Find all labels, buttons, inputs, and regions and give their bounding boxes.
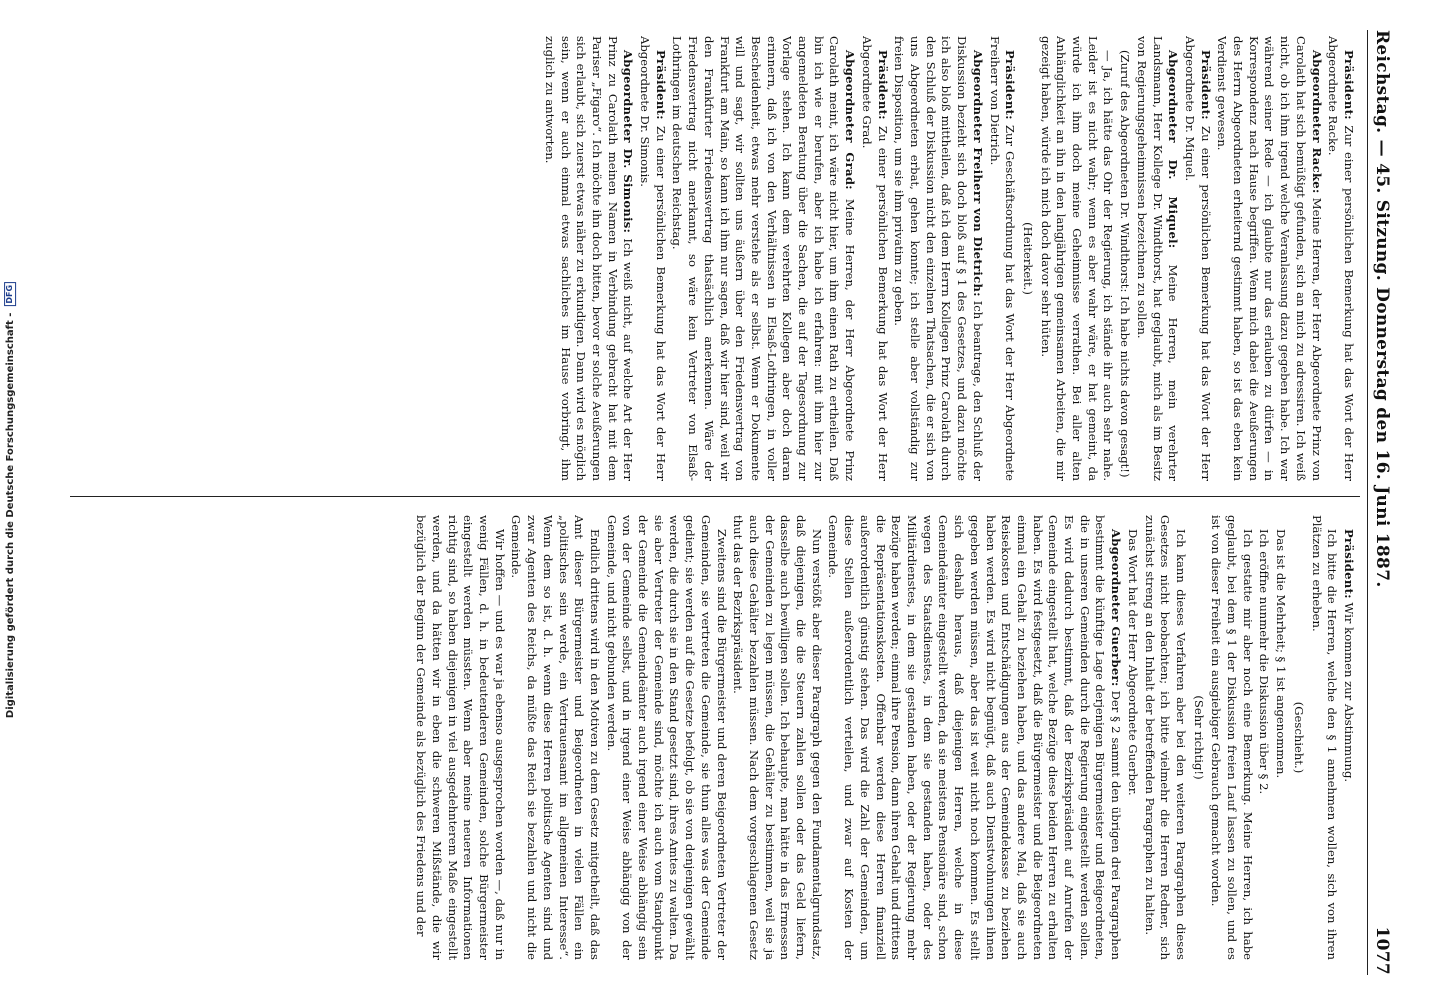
paragraph-text: Nun verstößt aber dieser Paragraph gegen den Fundamentalgrundsatz, daß diejenigen, die die Steuern zahlen sollen oder das Geld liefern, dasselbe auch bewilligen sollen. Ich behaupte, man hätte in das Ermessen der Gemeinden zu legen müssen, die Gehälter zu bestimmen, weil sie ja auch diese Gehälter bezahlen müssen. Nach dem vorgeschlagenen Gesetz thut das der Bezirkspräsident.	[731, 515, 824, 960]
paragraph	[730, 515, 824, 960]
speaker-name: Abgeordneter Dr. Simonis:	[621, 50, 636, 234]
paragraph	[891, 36, 985, 481]
paragraph-text: Zu einer persönlichen Bemerkung hat das Wort der Herr Abgeordnete Dr. Miquel.	[1182, 36, 1213, 481]
paragraph-text: (Geschieht.)	[1291, 701, 1306, 774]
paragraph-text: Das ist die Mehrheit; § 1 ist angenommen.	[1274, 529, 1289, 779]
paragraph	[1019, 36, 1035, 481]
paragraph	[603, 515, 729, 960]
speaker-name: Präsident:	[1003, 50, 1018, 120]
paragraph	[1133, 36, 1180, 481]
paragraph-text: (Sehr richtig!)	[1191, 695, 1206, 780]
paragraph	[1214, 36, 1324, 481]
speaker-name: Präsident:	[1342, 50, 1356, 120]
paragraph-text: (Zuruf des Abgeordneten Dr. Windthorst: Ich habe nichts davon gesagt!)	[1118, 50, 1133, 478]
paragraph	[1141, 515, 1188, 960]
speaker-name: Präsident:	[1342, 529, 1356, 599]
paragraph-text: Wir hoffen — und es war ja ebenso ausgesprochen worden —, daß nur in wenig Fällen, d. h. in bedeutenderen Gemeinden, solche Bürgermeister eingestellt werden müssten. Wenn aber meine neueren Informationen richtig sind, so haben diejenigen in viel ausgedehnterem Maße eingestellt werden, und da hätten wir in eben die schweren Mißstände, die wir bezüglich der Beginn der Gemeinde als bezüglich des Friedens und der	[414, 515, 507, 960]
speaker-name: Abgeordneter Freiherr von Dietrich:	[970, 50, 985, 297]
digitization-credit	[0, 0, 20, 1000]
paragraph	[1272, 515, 1288, 960]
paragraph-text: Meine Herren, mein verehrter Landsmann, Herr Kollege Dr. Windthorst, hat geglaubt, mich als im Besitz von Regierungsgeheimnissen bezeichnen zu sollen.	[1134, 36, 1181, 481]
paragraph	[1208, 515, 1255, 960]
dfg-logo-icon: DFG	[4, 282, 16, 307]
paragraph-text: Meine Herren, der Herr Abgeordnete Prinz von Carolath hat sich bemüßigt gefunden, sich an mich zu adressiren. Ich weiß nicht, ob ich ihm irgend welche Veranlassung dazu gegeben habe. Ich war während seiner Rede — ich glaubte nur das erlauben zu dürfen — in Korrespondenz nach Hause begriffen. Wenn mich dabei die Aeußerungen des Herrn Abgeordneten erheiternd gestimmt haben, so ist das eben kein Verdienst gewesen.	[1215, 36, 1324, 481]
speaker-name: Präsident:	[653, 50, 668, 120]
paragraph	[1116, 36, 1132, 481]
paragraph	[1124, 515, 1140, 960]
paragraph	[541, 36, 635, 481]
paragraph	[508, 515, 602, 960]
page-header	[1367, 30, 1398, 975]
left-column	[80, 36, 1356, 481]
paragraph	[413, 515, 507, 960]
speaker-name: Präsident:	[1198, 50, 1213, 120]
paragraph	[1037, 36, 1116, 481]
paragraph-text: Das Wort hat der Herr Abgeordnete Guerber.	[1125, 529, 1140, 796]
paragraph	[1325, 36, 1356, 481]
paragraph	[1181, 36, 1212, 481]
paragraph	[1308, 515, 1339, 960]
paragraph	[1256, 515, 1272, 960]
paragraph-text: Meine Herren, der Herr Abgeordnete Prinz Carolath meint, ich wäre nicht hier, um ihm einen Rath zu ertheilen. Daß bin ich wie er berufen, aber ich habe ich erfahren: mit ihm hier zur angemeldeten Beratung über die Sachen, die auf der Tagesordnung zur Vorlage stehen. Ich kann dem verehrten Kollegen aber doch daran erinnern, daß ich von den Verhältnissen in Elsaß-Lothringen, in voller Bescheidenheit, etwas mehr verstehe als er selbst. Wenn er Dokumente will und sagt, wir sollten uns äußern über den Friedensvertrag von Frankfurt am Main, so kann ich ihm nur sagen, daß wir hier sind, weil wir den Frankfurter Friedensvertrag thatsächlich anerkennen. Wäre der Friedensvertrag nicht anerkannt, so wäre kein Vertreter von Elsaß-Lothringen im deutschen Reichstag.	[670, 36, 858, 481]
speaker-name: Präsident:	[875, 50, 890, 120]
paragraph-text: Zu einer persönlichen Bemerkung hat das Wort der Herr Abgeordnete Dr. Simonis.	[638, 36, 668, 481]
paragraph-text: Ich beantrage, den Schluß der Diskussion bezieht sich doch bloß auf § 1 des Gesetzes, und dazu möchte ich also bloß mittheilen, daß ich dem Herrn Kollegen Prinz Carolath durch den Schluß der Diskussion nicht den einzelnen Thatsachen, die er sich von uns Abgeordneten erbat, gehen konnte; ich stelle aber vollständig zur freien Disposition, um sie ihm privatim zu geben.	[892, 36, 985, 481]
paragraph-text: Ich kann dieses Verfahren aber bei den weiteren Paragraphen dieses Gesetzes nicht beobachten; ich bitte vielmehr die Herren Redner, sich zunächst streng an den Inhalt der betreffenden Paragraphen zu halten.	[1142, 515, 1188, 960]
document-page	[70, 30, 1410, 975]
paragraph	[636, 36, 667, 481]
speaker-name: Abgeordneter Dr. Miquel:	[1166, 50, 1181, 249]
paragraph	[858, 36, 889, 481]
paragraph-text: Ich weiß nicht, auf welche Art der Herr Prinz zu Carolath meinen Namen in Verbindung gebracht hat mit dem Pariser „Figaro“. Ich möchte ihn doch bitten, bevor er solche Aeußerungen sich erlaubt, sich zuerst etwas näher zu erkundigen. Dann wird es möglich sein, wenn er auch einmal etwas sachliches im Hause vorbringt, ihm zuglich zu antworten.	[542, 36, 636, 481]
right-column	[80, 515, 1356, 960]
paragraph	[669, 36, 857, 481]
rotated-page-content	[70, 30, 1410, 975]
speaker-name: Abgeordneter Racke:	[1309, 50, 1324, 194]
credit-text: Digitalisierung gefördert durch die Deutsche Forschungsgemeinschaft -	[4, 312, 16, 719]
paragraph-text: Zur Geschäftsordnung hat das Wort der Herr Abgeordnete Freiherr von Dietrich.	[987, 36, 1018, 481]
paragraph	[1190, 515, 1206, 960]
paragraph-text: Ich bitte die Herren, welche den § 1 annehmen wollen, sich von ihren Plätzen zu erheben.	[1309, 515, 1340, 960]
page-number: 1077	[1372, 926, 1392, 975]
paragraph-text: Zur einer persönlichen Bemerkung hat das Wort der Herr Abgeordnete Racke.	[1326, 36, 1356, 481]
paragraph	[1340, 515, 1356, 960]
paragraph	[825, 515, 1123, 960]
speaker-name: Abgeordneter Guerber:	[1109, 529, 1124, 687]
paragraph-text: Der § 2 sammt den übrigen drei Paragraphen bestimmt die künftige Lage derjenigen Bürgermeister und Beigeordneten, die in unseren Gemeinden durch die Regierung eingestellt werden sollen. Es wird dadurch bestimmt, daß der Bezirkspräsident auf Anrufen der Gemeinde eingestellt hat, welche Bezüge diese beiden Herren zu erhalten haben. Es wird festgesetzt, daß die Bürgermeister und die Beigeordneten einmal ein Gehalt zu beziehen haben, und das andere Mal, daß sie auch Reisekosten und Entschädigungen aus der Gemeindekasse zu beziehen haben werden. Es wird nicht begnügt, daß auch Dienstwohnungen ihnen gegeben werden müssen, aber das ist weit nicht noch kommen. Es stellt sich deshalb heraus, daß diejenigen Herren, welche in diese Gemeindeämter eingestellt werden, da sie meistens Pensionäre sind, schon wegen des Staatsdienstes, in dem sie gestanden haben, oder des Militärdienstes, in dem sie gestanden haben, oder der Regierung mehr Bezüge haben werden; einmal ihre Pension, dann ihren Gehalt und drittens die Repräsentationskosten. Offenbar werden diese Herren finanziell außerordentlich günstig stehen. Das wird die Zahl der Gemeinden, um diese Stellen außerordentlich verteilen, und zwar auf Kosten der Gemeinde.	[826, 515, 1124, 960]
paragraph-text: — Ja, ich hätte das Ohr der Regierung, ich stände ihr auch sehr nahe. Leider ist es nicht wahr; wenn es aber wahr wäre, er hat gemeint, da würde ich ihm doch meine Geheimnisse verrathen. Bei aller alten Anhänglichkeit an ihn in den langjährigen gemeinsamen Arbeiten, die mir gezeigt haben, würde ich mich doch davor sehr hüten.	[1038, 36, 1116, 481]
paragraph-text: Zu einer persönlichen Bemerkung hat das Wort der Herr Abgeordnete Grad.	[859, 36, 890, 481]
paragraph-text: (Heiterkeit.)	[1020, 222, 1035, 295]
paragraph-text: Ich gestatte mir aber noch eine Bemerkung. Meine Herren, ich habe geglaubt, bei dem § 1 der Diskussion freien Lauf lassen zu sollen, und es ist von dieser Freiheit ein ausgiebiger Gebrauch gemacht worden.	[1209, 515, 1255, 960]
paragraph-text: Ich eröffne nunmehr die Diskussion über § 2.	[1257, 529, 1272, 795]
column-divider	[70, 496, 1360, 497]
paragraph-text: Zweitens sind die Bürgermeister und deren Beigeordneten Vertreter der Gemeinden, sie vertreten die Gemeinde, sie thun alles was der Gemeinde gedient; sie werden auf die Gesetze befolgt, ob sie von denjenigen gewählt werden, die durch sie in den Stand gesetzt sind, ihres Amtes zu walten. Da sie aber Vertreter der Gemeinde sind, möchte ich auch vom Standpunkt der Gemeinde die Gemeindeämter auch irgend einer Weise abhängig sein von der Gemeinde selbst, und in irgend einer Weise abhängig von der Gemeinde, und nicht gebunden werden.	[604, 515, 729, 960]
paragraph-text: Endlich drittens wird in den Motiven zu dem Gesetz mitgetheilt, daß das Amt dieser Bürgermeister und Beigeordneten in vielen Fällen ein „politisches sein werde, ein Vertrauensamt im allgemeinen Interesse“. Wenn dem so ist, d. h. wenn diese Herren politische Agenten sind und zwar Agenten des Reichs, da müßte das Reich sie bezahlen und nicht die Gemeinde.	[509, 515, 602, 960]
running-head: Reichstag. — 45. Sitzung. Donnerstag den 16. Juni 1887.	[1372, 30, 1392, 588]
speaker-name: Abgeordneter Grad:	[843, 50, 858, 190]
paragraph	[1290, 515, 1306, 960]
paragraph-text: Wir kommen zur Abstimmung.	[1342, 602, 1356, 783]
paragraph	[986, 36, 1017, 481]
